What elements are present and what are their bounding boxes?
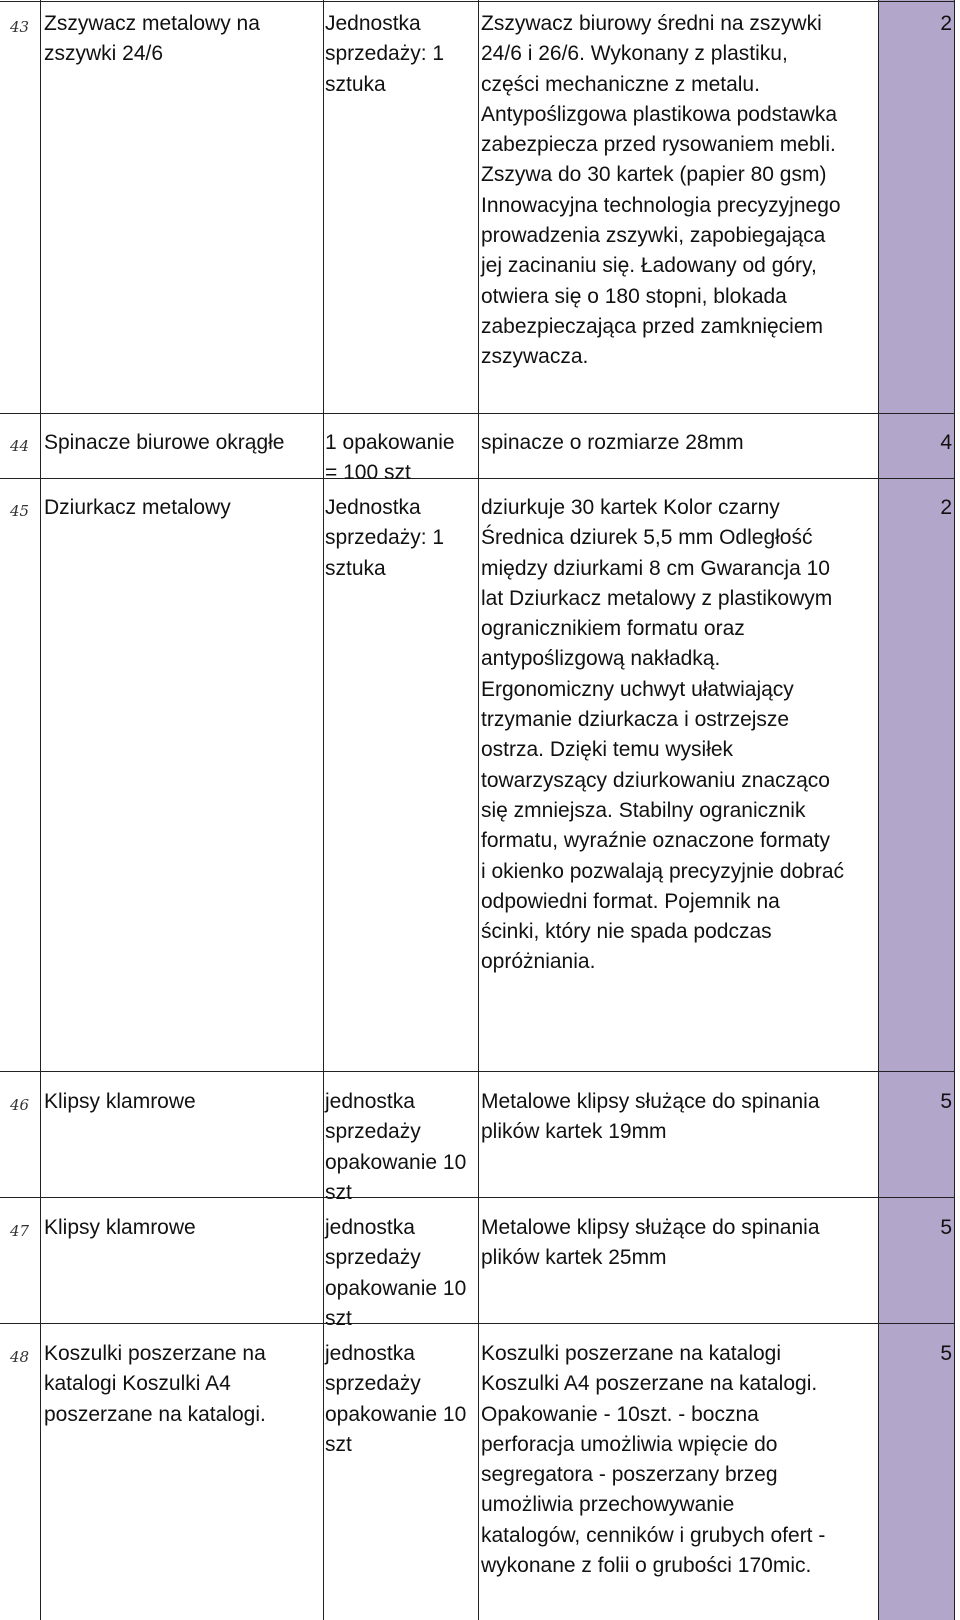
- row-number: 47: [10, 1222, 30, 1240]
- item-unit: Jednostka sprzedaży: 1 sztuka: [325, 496, 445, 580]
- item-description: dziurkuje 30 kartek Kolor czarny Średnica dziurek 5,5 mm Odległość między dziurkami 8 cm Gwarancja 10 lat Dziurkacz metalowy z plastikowym ogranicznikiem formatu oraz antypoślizgową nakładką. Ergonomiczny uchwyt ułatwiający trzymanie dziurkacza i ostrzejsze ostrza. Dzięki temu wysiłek towarzyszący dziurkowaniu znacząco się zmniejsza. Stabilny ogranicznik formatu, wyraźnie oznaczone formaty i okienko pozwalają precyzyjnie dobrać odpowiedni format. Pojemnik na ścinki, który nie spada podczas opróżniania.: [481, 496, 845, 974]
- row-number: 46: [10, 1096, 30, 1114]
- column-border: [954, 0, 955, 1620]
- item-name: Klipsy klamrowe: [44, 1090, 196, 1113]
- row-number: 43: [10, 18, 30, 36]
- item-description: Metalowe klipsy służące do spinania plików kartek 25mm: [481, 1216, 820, 1270]
- item-name: Zszywacz metalowy na zszywki 24/6: [44, 12, 260, 66]
- item-quantity: 5: [940, 1090, 952, 1113]
- column-border: [40, 0, 41, 1620]
- item-quantity: 4: [940, 431, 952, 454]
- item-unit: 1 opakowanie = 100 szt: [325, 431, 455, 485]
- item-quantity: 5: [940, 1342, 952, 1365]
- item-unit: jednostka sprzedaży opakowanie 10 szt: [325, 1342, 467, 1456]
- item-description: Metalowe klipsy służące do spinania plików kartek 19mm: [481, 1090, 820, 1144]
- item-name: Spinacze biurowe okrągłe: [44, 431, 285, 454]
- item-quantity: 5: [940, 1216, 952, 1239]
- item-name: Koszulki poszerzane na katalogi Koszulki A4 poszerzane na katalogi.: [44, 1342, 266, 1426]
- item-unit: jednostka sprzedaży opakowanie 10 szt: [325, 1090, 467, 1204]
- item-description: Zszywacz biurowy średni na zszywki 24/6 i 26/6. Wykonany z plastiku, części mechaniczne z metalu. Antypoślizgowa plastikowa podstawka zabezpiecza przed rysowaniem mebli. Zszywa do 30 kartek (papier 80 gsm) Innowacyjna technologia precyzyjnego prowadzenia zszywki, zapobiegająca jej zacinaniu się. Ładowany od góry, otwiera się o 180 stopni, blokada zabezpieczająca przed zamknięciem zszywacza.: [481, 12, 841, 369]
- row-number: 44: [10, 437, 30, 455]
- column-border: [323, 0, 324, 1620]
- item-unit: jednostka sprzedaży opakowanie 10 szt: [325, 1216, 467, 1330]
- item-name: Dziurkacz metalowy: [44, 496, 231, 519]
- item-name: Klipsy klamrowe: [44, 1216, 196, 1239]
- column-border: [878, 0, 879, 1620]
- row-number: 45: [10, 502, 30, 520]
- item-quantity: 2: [940, 496, 952, 519]
- column-border: [478, 0, 479, 1620]
- item-quantity: 2: [940, 12, 952, 35]
- item-unit: Jednostka sprzedaży: 1 sztuka: [325, 12, 445, 96]
- item-description: spinacze o rozmiarze 28mm: [481, 431, 744, 454]
- row-number: 48: [10, 1348, 30, 1366]
- item-description: Koszulki poszerzane na katalogi Koszulki A4 poszerzane na katalogi. Opakowanie - 10szt. - boczna perforacja umożliwia wpięcie do segregatora - poszerzany brzeg umożliwia przechowywanie katalogów, cenników i grubych ofert - wykonane z folii o grubości 170mic.: [481, 1342, 826, 1578]
- quantity-column-background: [878, 0, 954, 1620]
